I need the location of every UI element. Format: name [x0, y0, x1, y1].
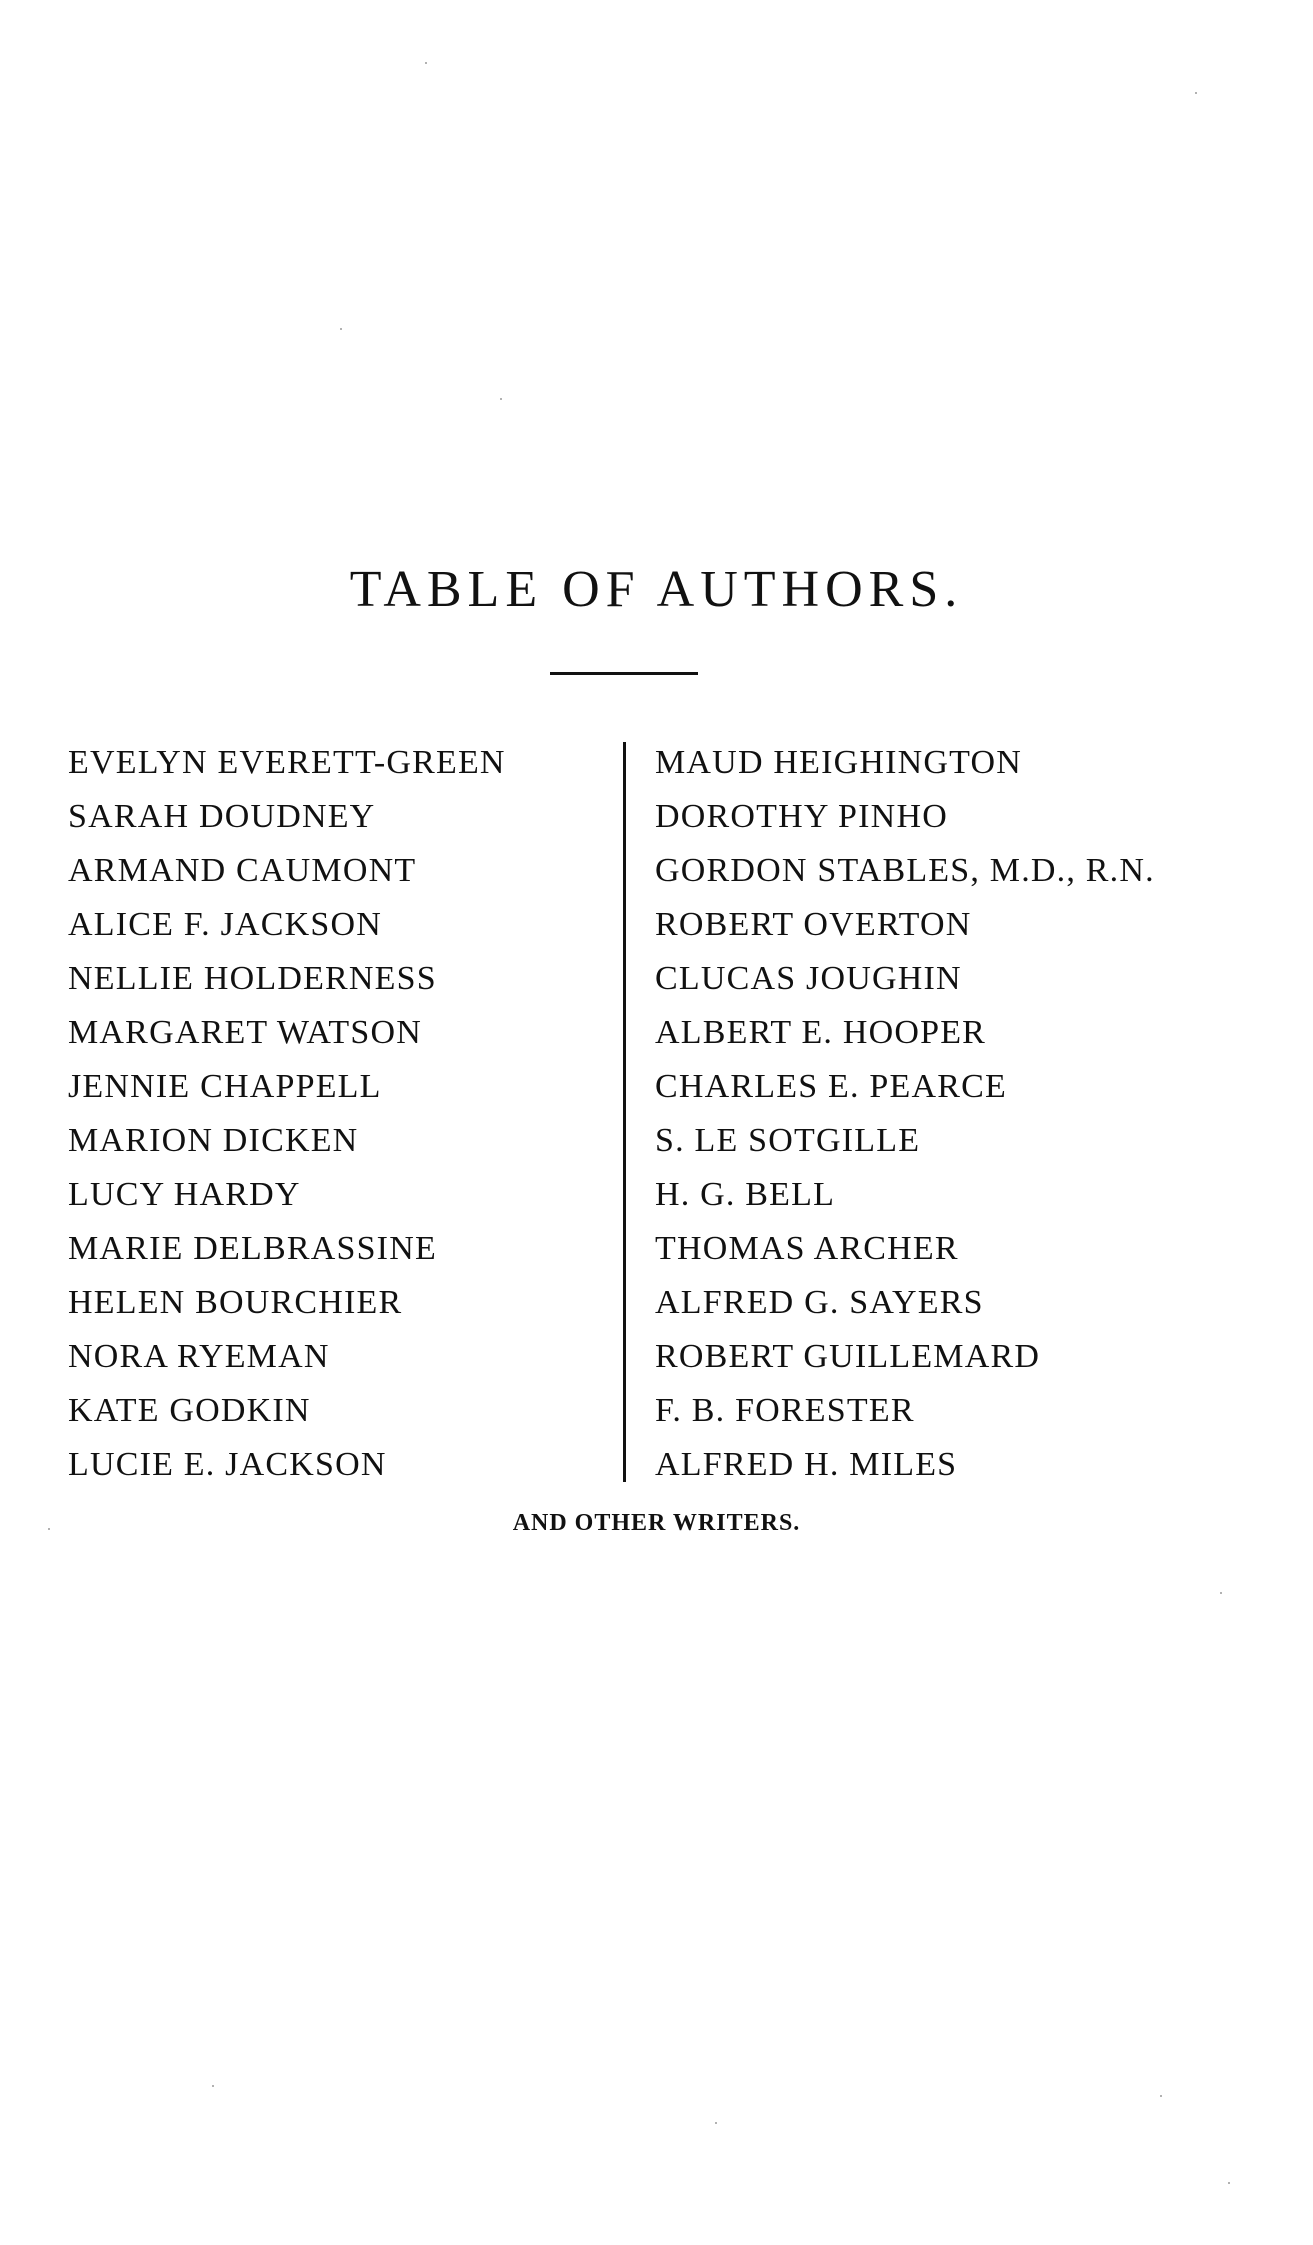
author-name: S. LE SOTGILLE — [655, 1122, 921, 1159]
author-name: EVELYN EVERETT-GREEN — [68, 744, 506, 781]
print-speck — [48, 1528, 50, 1530]
author-name: ROBERT OVERTON — [655, 906, 972, 943]
author-name: NELLIE HOLDERNESS — [68, 960, 437, 997]
author-name: ALFRED G. SAYERS — [655, 1284, 984, 1321]
author-name: HELEN BOURCHIER — [68, 1284, 403, 1321]
author-name: LUCIE E. JACKSON — [68, 1446, 387, 1483]
author-name: CHARLES E. PEARCE — [655, 1068, 1007, 1105]
print-speck — [1160, 2095, 1162, 2097]
author-name: ALFRED H. MILES — [655, 1446, 958, 1483]
author-name: CLUCAS JOUGHIN — [655, 960, 962, 997]
print-speck — [715, 2122, 717, 2124]
print-speck — [1220, 1592, 1222, 1594]
author-name: THOMAS ARCHER — [655, 1230, 959, 1267]
author-name: ARMAND CAUMONT — [68, 852, 417, 889]
print-speck — [340, 328, 342, 330]
author-name: MARIE DELBRASSINE — [68, 1230, 437, 1267]
print-speck — [425, 62, 427, 64]
author-name: ROBERT GUILLEMARD — [655, 1338, 1041, 1375]
authors-right-column — [655, 736, 1155, 1492]
footer-note: AND OTHER WRITERS. — [512, 1510, 801, 1536]
author-name: MAUD HEIGHINGTON — [655, 744, 1023, 781]
print-speck — [212, 2085, 214, 2087]
author-name: SARAH DOUDNEY — [68, 798, 376, 835]
authors-left-column — [68, 736, 506, 1492]
author-name: ALICE F. JACKSON — [68, 906, 383, 943]
author-name: GORDON STABLES, M.D., R.N. — [655, 852, 1155, 889]
author-name: DOROTHY PINHO — [655, 798, 948, 835]
author-name: MARGARET WATSON — [68, 1014, 422, 1051]
author-name: H. G. BELL — [655, 1176, 836, 1213]
author-name: ALBERT E. HOOPER — [655, 1014, 987, 1051]
print-speck — [1228, 2182, 1230, 2184]
author-name: MARION DICKEN — [68, 1122, 359, 1159]
author-name: JENNIE CHAPPELL — [68, 1068, 382, 1105]
print-speck — [1195, 92, 1197, 94]
print-speck — [500, 398, 502, 400]
author-name: LUCY HARDY — [68, 1176, 301, 1213]
author-name: KATE GODKIN — [68, 1392, 311, 1429]
column-divider — [623, 742, 626, 1482]
title-rule — [550, 672, 698, 675]
author-name: NORA RYEMAN — [68, 1338, 330, 1375]
page-title: TABLE OF AUTHORS. — [349, 561, 964, 618]
author-name: F. B. FORESTER — [655, 1392, 915, 1429]
